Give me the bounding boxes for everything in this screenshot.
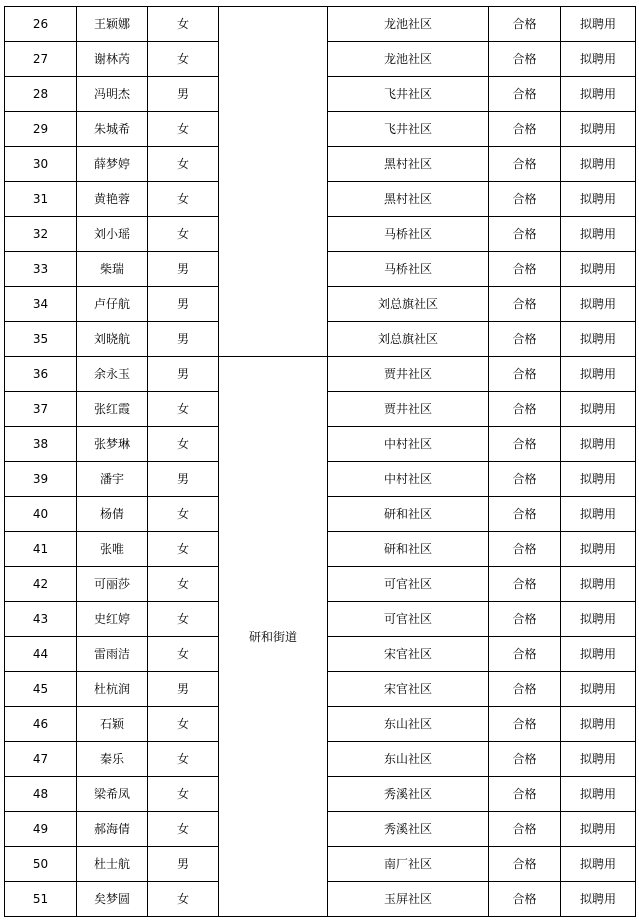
gender-cell: 女 bbox=[148, 112, 219, 147]
gender-cell: 女 bbox=[148, 7, 219, 42]
person-name: 潘宇 bbox=[77, 462, 148, 497]
status-cell: 拟聘用 bbox=[561, 532, 636, 567]
person-name: 石颖 bbox=[77, 707, 148, 742]
row-number: 40 bbox=[5, 497, 77, 532]
person-name: 张红霞 bbox=[77, 392, 148, 427]
gender-cell: 女 bbox=[148, 42, 219, 77]
recruitment-table bbox=[4, 6, 636, 917]
status-cell: 拟聘用 bbox=[561, 322, 636, 357]
person-name: 郝海倩 bbox=[77, 812, 148, 847]
status-cell: 拟聘用 bbox=[561, 217, 636, 252]
result-cell: 合格 bbox=[489, 707, 561, 742]
row-number: 48 bbox=[5, 777, 77, 812]
community-cell: 研和社区 bbox=[328, 532, 489, 567]
community-cell: 中村社区 bbox=[328, 427, 489, 462]
row-number: 34 bbox=[5, 287, 77, 322]
status-cell: 拟聘用 bbox=[561, 567, 636, 602]
person-name: 张唯 bbox=[77, 532, 148, 567]
person-name: 秦乐 bbox=[77, 742, 148, 777]
gender-cell: 男 bbox=[148, 462, 219, 497]
community-cell: 玉屏社区 bbox=[328, 882, 489, 917]
community-cell: 刘总旗社区 bbox=[328, 322, 489, 357]
table-body bbox=[5, 7, 636, 917]
result-cell: 合格 bbox=[489, 287, 561, 322]
result-cell: 合格 bbox=[489, 217, 561, 252]
community-cell: 可官社区 bbox=[328, 567, 489, 602]
community-cell: 东山社区 bbox=[328, 742, 489, 777]
gender-cell: 男 bbox=[148, 77, 219, 112]
result-cell: 合格 bbox=[489, 42, 561, 77]
person-name: 雷雨洁 bbox=[77, 637, 148, 672]
status-cell: 拟聘用 bbox=[561, 602, 636, 637]
person-name: 王颖娜 bbox=[77, 7, 148, 42]
person-name: 薛梦婷 bbox=[77, 147, 148, 182]
status-cell: 拟聘用 bbox=[561, 287, 636, 322]
gender-cell: 女 bbox=[148, 182, 219, 217]
community-cell: 可官社区 bbox=[328, 602, 489, 637]
result-cell: 合格 bbox=[489, 112, 561, 147]
row-number: 26 bbox=[5, 7, 77, 42]
row-number: 39 bbox=[5, 462, 77, 497]
gender-cell: 女 bbox=[148, 427, 219, 462]
result-cell: 合格 bbox=[489, 77, 561, 112]
person-name: 柴瑞 bbox=[77, 252, 148, 287]
person-name: 可丽莎 bbox=[77, 567, 148, 602]
row-number: 46 bbox=[5, 707, 77, 742]
status-cell: 拟聘用 bbox=[561, 252, 636, 287]
gender-cell: 女 bbox=[148, 602, 219, 637]
community-cell: 飞井社区 bbox=[328, 77, 489, 112]
community-cell: 南厂社区 bbox=[328, 847, 489, 882]
result-cell: 合格 bbox=[489, 427, 561, 462]
result-cell: 合格 bbox=[489, 812, 561, 847]
gender-cell: 男 bbox=[148, 252, 219, 287]
community-cell: 研和社区 bbox=[328, 497, 489, 532]
table-row bbox=[5, 357, 636, 392]
result-cell: 合格 bbox=[489, 777, 561, 812]
status-cell: 拟聘用 bbox=[561, 777, 636, 812]
result-cell: 合格 bbox=[489, 532, 561, 567]
community-cell: 马桥社区 bbox=[328, 217, 489, 252]
person-name: 杨倩 bbox=[77, 497, 148, 532]
gender-cell: 女 bbox=[148, 742, 219, 777]
status-cell: 拟聘用 bbox=[561, 112, 636, 147]
row-number: 50 bbox=[5, 847, 77, 882]
person-name: 黄艳蓉 bbox=[77, 182, 148, 217]
status-cell: 拟聘用 bbox=[561, 637, 636, 672]
result-cell: 合格 bbox=[489, 882, 561, 917]
gender-cell: 女 bbox=[148, 497, 219, 532]
result-cell: 合格 bbox=[489, 602, 561, 637]
status-cell: 拟聘用 bbox=[561, 427, 636, 462]
row-number: 35 bbox=[5, 322, 77, 357]
status-cell: 拟聘用 bbox=[561, 147, 636, 182]
gender-cell: 男 bbox=[148, 322, 219, 357]
community-cell: 龙池社区 bbox=[328, 42, 489, 77]
gender-cell: 女 bbox=[148, 392, 219, 427]
row-number: 51 bbox=[5, 882, 77, 917]
status-cell: 拟聘用 bbox=[561, 847, 636, 882]
gender-cell: 女 bbox=[148, 147, 219, 182]
status-cell: 拟聘用 bbox=[561, 707, 636, 742]
row-number: 47 bbox=[5, 742, 77, 777]
result-cell: 合格 bbox=[489, 322, 561, 357]
result-cell: 合格 bbox=[489, 392, 561, 427]
status-cell: 拟聘用 bbox=[561, 77, 636, 112]
result-cell: 合格 bbox=[489, 462, 561, 497]
status-cell: 拟聘用 bbox=[561, 742, 636, 777]
result-cell: 合格 bbox=[489, 637, 561, 672]
status-cell: 拟聘用 bbox=[561, 812, 636, 847]
person-name: 余永玉 bbox=[77, 357, 148, 392]
person-name: 刘小瑶 bbox=[77, 217, 148, 252]
row-number: 43 bbox=[5, 602, 77, 637]
community-cell: 龙池社区 bbox=[328, 7, 489, 42]
gender-cell: 女 bbox=[148, 812, 219, 847]
status-cell: 拟聘用 bbox=[561, 42, 636, 77]
gender-cell: 女 bbox=[148, 707, 219, 742]
community-cell: 东山社区 bbox=[328, 707, 489, 742]
status-cell: 拟聘用 bbox=[561, 882, 636, 917]
gender-cell: 男 bbox=[148, 287, 219, 322]
person-name: 杜杭润 bbox=[77, 672, 148, 707]
result-cell: 合格 bbox=[489, 7, 561, 42]
row-number: 33 bbox=[5, 252, 77, 287]
community-cell: 飞井社区 bbox=[328, 112, 489, 147]
status-cell: 拟聘用 bbox=[561, 357, 636, 392]
result-cell: 合格 bbox=[489, 567, 561, 602]
community-cell: 宋官社区 bbox=[328, 637, 489, 672]
row-number: 38 bbox=[5, 427, 77, 462]
gender-cell: 男 bbox=[148, 672, 219, 707]
community-cell: 黑村社区 bbox=[328, 147, 489, 182]
street-cell bbox=[219, 7, 328, 357]
person-name: 谢林芮 bbox=[77, 42, 148, 77]
status-cell: 拟聘用 bbox=[561, 182, 636, 217]
result-cell: 合格 bbox=[489, 182, 561, 217]
gender-cell: 男 bbox=[148, 847, 219, 882]
result-cell: 合格 bbox=[489, 742, 561, 777]
community-cell: 中村社区 bbox=[328, 462, 489, 497]
person-name: 冯明杰 bbox=[77, 77, 148, 112]
community-cell: 刘总旗社区 bbox=[328, 287, 489, 322]
result-cell: 合格 bbox=[489, 497, 561, 532]
row-number: 29 bbox=[5, 112, 77, 147]
community-cell: 秀溪社区 bbox=[328, 777, 489, 812]
gender-cell: 女 bbox=[148, 217, 219, 252]
gender-cell: 男 bbox=[148, 357, 219, 392]
person-name: 朱城希 bbox=[77, 112, 148, 147]
community-cell: 秀溪社区 bbox=[328, 812, 489, 847]
person-name: 卢仔航 bbox=[77, 287, 148, 322]
result-cell: 合格 bbox=[489, 672, 561, 707]
row-number: 28 bbox=[5, 77, 77, 112]
person-name: 杜士航 bbox=[77, 847, 148, 882]
gender-cell: 女 bbox=[148, 532, 219, 567]
result-cell: 合格 bbox=[489, 252, 561, 287]
result-cell: 合格 bbox=[489, 847, 561, 882]
street-cell: 研和街道 bbox=[219, 357, 328, 917]
status-cell: 拟聘用 bbox=[561, 672, 636, 707]
person-name: 梁希凤 bbox=[77, 777, 148, 812]
status-cell: 拟聘用 bbox=[561, 497, 636, 532]
table-row bbox=[5, 7, 636, 42]
row-number: 27 bbox=[5, 42, 77, 77]
gender-cell: 女 bbox=[148, 637, 219, 672]
row-number: 41 bbox=[5, 532, 77, 567]
result-cell: 合格 bbox=[489, 357, 561, 392]
row-number: 44 bbox=[5, 637, 77, 672]
person-name: 史红婷 bbox=[77, 602, 148, 637]
row-number: 32 bbox=[5, 217, 77, 252]
person-name: 张梦琳 bbox=[77, 427, 148, 462]
row-number: 30 bbox=[5, 147, 77, 182]
community-cell: 贾井社区 bbox=[328, 357, 489, 392]
row-number: 36 bbox=[5, 357, 77, 392]
community-cell: 马桥社区 bbox=[328, 252, 489, 287]
result-cell: 合格 bbox=[489, 147, 561, 182]
row-number: 31 bbox=[5, 182, 77, 217]
community-cell: 贾井社区 bbox=[328, 392, 489, 427]
row-number: 37 bbox=[5, 392, 77, 427]
row-number: 45 bbox=[5, 672, 77, 707]
community-cell: 宋官社区 bbox=[328, 672, 489, 707]
gender-cell: 女 bbox=[148, 567, 219, 602]
row-number: 42 bbox=[5, 567, 77, 602]
row-number: 49 bbox=[5, 812, 77, 847]
person-name: 矣梦圆 bbox=[77, 882, 148, 917]
status-cell: 拟聘用 bbox=[561, 7, 636, 42]
gender-cell: 女 bbox=[148, 777, 219, 812]
person-name: 刘晓航 bbox=[77, 322, 148, 357]
status-cell: 拟聘用 bbox=[561, 392, 636, 427]
community-cell: 黑村社区 bbox=[328, 182, 489, 217]
status-cell: 拟聘用 bbox=[561, 462, 636, 497]
gender-cell: 女 bbox=[148, 882, 219, 917]
